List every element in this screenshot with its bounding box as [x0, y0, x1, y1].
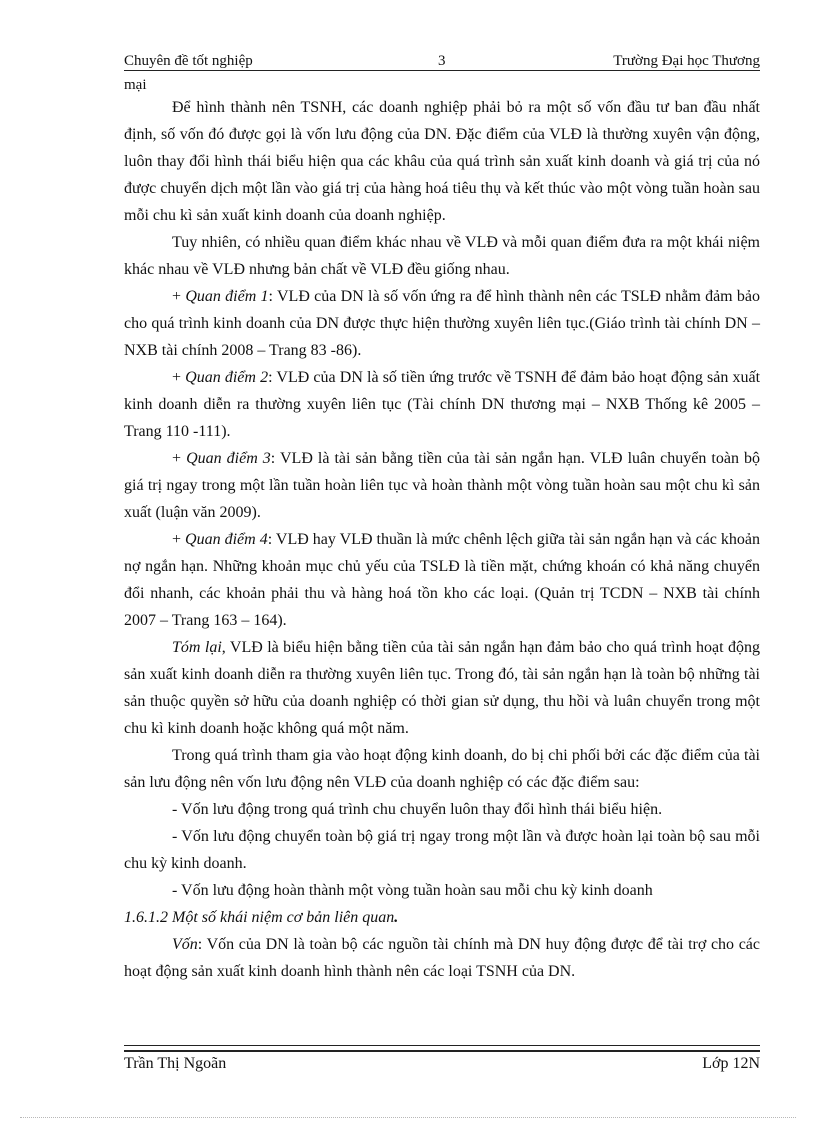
paragraph-capital-definition [124, 931, 760, 985]
viewpoint-1-text: : VLĐ của DN là số vốn ứng ra để hình thành nên các TSLĐ nhằm đảm bảo cho quá trình kinh doanh của DN được thực hiện thường xuyên liên tục.(Giáo trình tài chính DN – NXB tài chính 2008 – Trang 83 -86). [124, 288, 761, 359]
document-body [124, 94, 760, 985]
viewpoint-1-label: Quan điểm 1 [185, 288, 269, 305]
viewpoint-2-label: Quan điểm 2 [185, 369, 269, 386]
viewpoint-2-prefix: + [172, 369, 186, 386]
bullet-feature-3: - Vốn lưu động hoàn thành một vòng tuần hoàn sau mỗi chu kỳ kinh doanh [172, 882, 653, 899]
paragraph-viewpoint-2 [124, 364, 760, 445]
summary-text: , VLĐ là biểu hiện bằng tiền của tài sản ngắn hạn đảm bảo cho quá trình hoạt động sản xuất kinh doanh diễn ra thường xuyên liên tục. Trong đó, tài sản ngắn hạn là toàn bộ những tài sản thuộc quyền sở hữu của doanh nghiệp có thời gian sử dụng, thu hồi và luân chuyển trong một chu kì kinh doanh hoặc không quá một năm. [124, 639, 761, 737]
paragraph-viewpoints-intro: Tuy nhiên, có nhiều quan điểm khác nhau về VLĐ và mỗi quan điểm đưa ra một khái niệm khác nhau về VLĐ nhưng bản chất về VLĐ đều giống nhau. [124, 234, 760, 278]
header-university: Trường Đại học Thương [613, 53, 760, 69]
viewpoint-1-prefix: + [172, 288, 186, 305]
viewpoint-4-text: : VLĐ hay VLĐ thuần là mức chênh lệch giữa tài sản ngắn hạn và các khoản nợ ngắn hạn. Những khoản mục chủ yếu của TSLĐ là tiền mặt, chứng khoán có khả năng chuyển đổi nhanh, các khoản phải thu và hàng hoá tồn kho các loại. (Quản trị TCDN – NXB tài chính 2007 – Trang 163 – 164). [124, 531, 761, 629]
paragraph-features-intro: Trong quá trình tham gia vào hoạt động kinh doanh, do bị chi phối bởi các đặc điểm của tài sản lưu động nên vốn lưu động nên VLĐ của doanh nghiệp có các đặc điểm sau: [124, 747, 760, 791]
viewpoint-3-text: : VLĐ là tài sản bằng tiền của tài sản ngắn hạn. VLĐ luân chuyển toàn bộ giá trị ngay trong một lần tuần hoàn liên tục và hoàn thành một vòng tuần hoàn sau một chu kì sản xuất (luận văn 2009). [124, 450, 760, 521]
footer-author: Trần Thị Ngoãn [124, 1055, 227, 1072]
section-heading-text: 1.6.1.2 Một số khái niệm cơ bản liên quan [124, 909, 395, 926]
paragraph-viewpoint-3 [124, 445, 760, 526]
page-header [124, 52, 760, 71]
paragraph-viewpoint-1 [124, 283, 760, 364]
paragraph-working-capital-intro: Để hình thành nên TSNH, các doanh nghiệp phải bỏ ra một số vốn đầu tư ban đầu nhất định, số vốn đó được gọi là vốn lưu động của DN. Đặc điểm của VLĐ là thường xuyên vận động, luôn thay đổi hình thái biểu hiện qua các khâu của quá trình sản xuất kinh doanh và giá trị của nó được chuyển dịch một lần vào giá trị của hàng hoá tiêu thụ và kết thúc vào một vòng tuần hoàn sau mỗi chu kì sản xuất kinh doanh của doanh nghiệp. [124, 99, 760, 224]
viewpoint-3-prefix: + [172, 450, 187, 467]
capital-text: : Vốn của DN là toàn bộ các nguồn tài chính mà DN huy động được để tài trợ cho các hoạt động sản xuất kinh doanh hình thành nên các loại TSNH của DN. [124, 936, 760, 980]
footer-double-rule [124, 1045, 760, 1052]
viewpoint-2-text: : VLĐ của DN là số tiền ứng trước về TSNH để đảm bảo hoạt động sản xuất kinh doanh diễn ra thường xuyên liên tục (Tài chính DN thương mại – NXB Thống kê 2005 – Trang 110 -111). [124, 369, 761, 440]
header-university-continued: mại [124, 77, 147, 93]
header-page-number: 3 [438, 53, 446, 69]
page-footer [124, 1054, 760, 1074]
summary-label: Tóm lại [172, 639, 222, 656]
viewpoint-4-label: Quan điểm 4 [185, 531, 268, 548]
paragraph-viewpoint-4 [124, 526, 760, 634]
footer-class: Lớp 12N [702, 1055, 760, 1072]
capital-label: Vốn [172, 936, 198, 953]
section-heading-period: . [394, 909, 399, 926]
bullet-feature-2: - Vốn lưu động chuyển toàn bộ giá trị ngay trong một lần và được hoàn lại toàn bộ sau mỗi chu kỳ kinh doanh. [124, 828, 760, 872]
page-bottom-edge [20, 1117, 796, 1118]
bullet-feature-1: - Vốn lưu động trong quá trình chu chuyển luôn thay đổi hình thái biểu hiện. [172, 801, 663, 818]
section-heading-1-6-1-2 [124, 904, 760, 931]
viewpoint-4-prefix: + [172, 531, 186, 548]
paragraph-summary [124, 634, 760, 742]
header-document-title: Chuyên đề tốt nghiệp [124, 53, 253, 69]
viewpoint-3-label: Quan điểm 3 [186, 450, 271, 467]
